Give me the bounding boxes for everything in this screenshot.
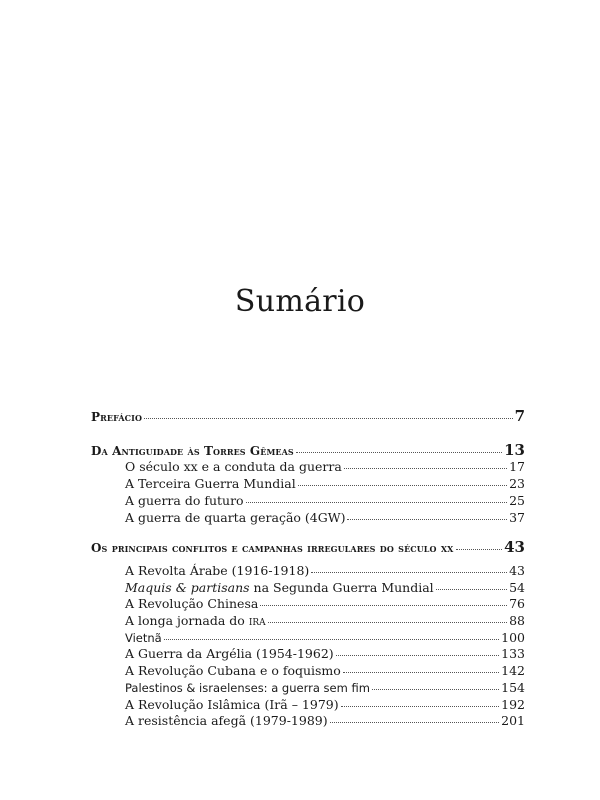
leader-dots (436, 588, 507, 590)
toc-entry[interactable] (125, 663, 525, 680)
toc-page-number: 13 (504, 440, 525, 459)
toc-entry-label: A Guerra da Argélia (1954-1962) (125, 646, 334, 662)
toc-entry[interactable] (125, 596, 525, 613)
toc-entry[interactable] (125, 630, 525, 647)
toc-page-number: 100 (501, 629, 525, 645)
toc-part1-entries (91, 459, 525, 526)
leader-dots (144, 417, 512, 419)
toc-entry-label-rest: na Segunda Guerra Mundial (249, 579, 434, 595)
leader-dots (343, 671, 499, 673)
page-title: Sumário (234, 284, 366, 319)
toc-entry-label: O século xx e a conduta da guerra (125, 459, 342, 475)
toc-entry[interactable] (125, 646, 525, 663)
toc-entry[interactable] (125, 459, 525, 476)
toc-entry[interactable] (125, 697, 525, 714)
toc-entry-label-smallcaps: ira (248, 613, 266, 629)
toc-entry[interactable] (125, 713, 525, 730)
toc-entry-label: A guerra de quarta geração (4GW) (125, 509, 346, 525)
leader-dots (260, 604, 507, 606)
leader-dots (344, 467, 507, 469)
toc-section-label: Da Antiguidade às Torres Gêmeas (91, 443, 294, 458)
toc-section-label: Os principais conflitos e campanhas irregulares do século xx (91, 541, 454, 556)
toc-section-preface[interactable] (91, 408, 525, 426)
toc-entry-label: Palestinos & israelenses: a guerra sem fim (125, 680, 370, 695)
toc-entry-label: Vietnã (125, 630, 162, 645)
leader-dots (164, 638, 499, 640)
toc-page-number: 43 (509, 562, 525, 578)
toc-entry-label (125, 580, 434, 597)
toc-section-part2[interactable] (91, 539, 525, 557)
toc-entry-label-text: A longa jornada do (125, 613, 249, 629)
toc-page-number: 76 (509, 596, 525, 612)
toc-page-number: 17 (509, 459, 525, 475)
toc-page-number: 54 (509, 579, 525, 595)
toc-page-number: 88 (509, 613, 525, 629)
leader-dots (296, 451, 502, 453)
table-of-contents (91, 408, 525, 748)
leader-dots (268, 621, 507, 623)
toc-page-number: 37 (509, 509, 525, 525)
toc-entry-label: A Revolução Islâmica (Irã – 1979) (125, 696, 339, 712)
leader-dots (330, 721, 500, 723)
toc-page-number: 23 (509, 476, 525, 492)
toc-page-number: 192 (501, 696, 525, 712)
toc-entry[interactable] (125, 510, 525, 527)
toc-entry-label: A Revolução Cubana e o foquismo (125, 663, 341, 679)
leader-dots (298, 484, 507, 486)
leader-dots (341, 705, 500, 707)
toc-entry-label: A Terceira Guerra Mundial (125, 476, 296, 492)
toc-entry-label (125, 613, 266, 630)
toc-entry[interactable] (125, 680, 525, 697)
toc-entry[interactable] (125, 493, 525, 510)
leader-dots (372, 688, 499, 690)
toc-page-number: 142 (501, 663, 525, 679)
toc-entry-label: A Revolução Chinesa (125, 596, 259, 612)
leader-dots (456, 548, 503, 550)
leader-dots (347, 518, 507, 520)
toc-entry[interactable] (125, 476, 525, 493)
toc-entry-label-italic: Maquis & partisans (125, 579, 250, 595)
toc-section-label: Prefácio (91, 410, 143, 424)
toc-page-number: 133 (501, 646, 525, 662)
toc-part2-entries (91, 563, 525, 730)
toc-section-part1[interactable] (91, 442, 525, 460)
toc-entry[interactable] (125, 563, 525, 580)
toc-entry[interactable] (125, 613, 525, 630)
toc-page-number: 154 (501, 679, 525, 695)
toc-entry-label: A Revolta Árabe (1916-1918) (125, 562, 310, 578)
leader-dots (246, 501, 508, 503)
leader-dots (311, 571, 507, 573)
toc-page-number: 25 (509, 492, 525, 508)
toc-page-number: 7 (514, 407, 525, 425)
toc-entry[interactable] (125, 580, 525, 597)
toc-page-number: 201 (501, 713, 525, 729)
leader-dots (336, 654, 499, 656)
toc-entry-label: A guerra do futuro (125, 492, 244, 508)
toc-page-number: 43 (504, 538, 525, 557)
toc-entry-label: A resistência afegã (1979-1989) (125, 713, 328, 729)
